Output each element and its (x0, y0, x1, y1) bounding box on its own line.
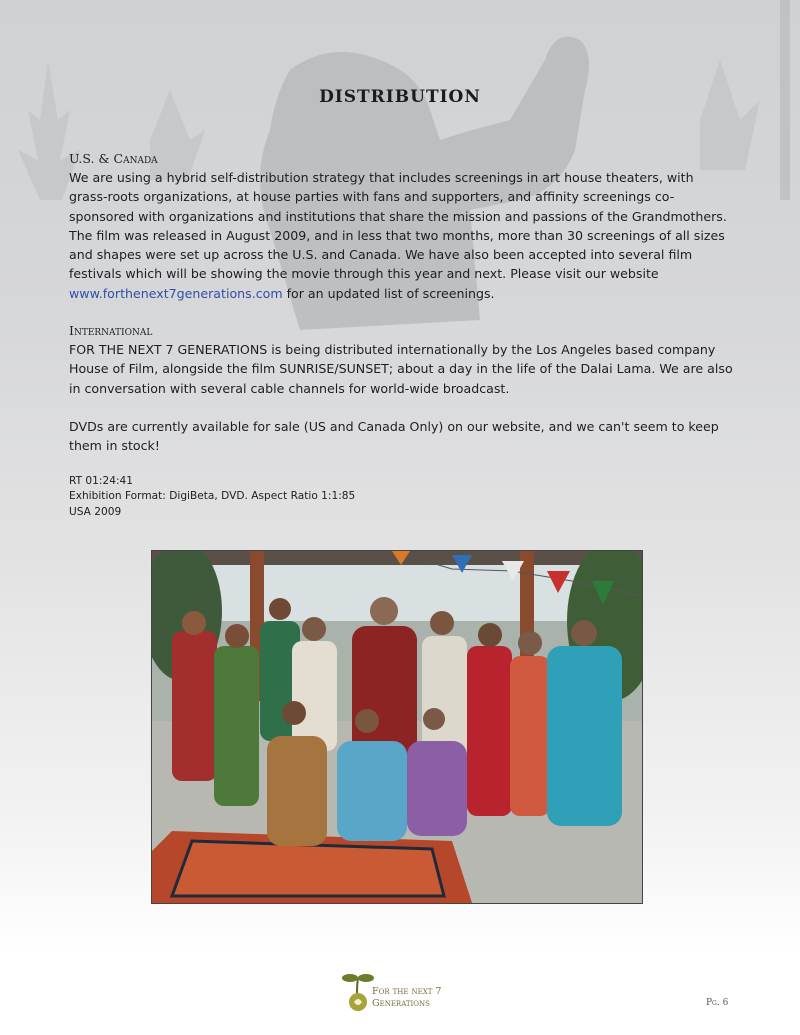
us-canada-text-end: for an updated list of screenings. (282, 285, 495, 301)
section-heading-international: International (69, 323, 153, 339)
content-body (69, 150, 734, 520)
logo-wordmark (372, 986, 441, 1010)
international-paragraph: FOR THE NEXT 7 GENERATIONS is being distributed internationally by the Los Angeles based company House of Film, alongside the film SUNRISE/SUNSET; about a day in the life of the Dalai Lama. We are also in conversation with several cable channels for world-wide broadcast. (69, 342, 733, 396)
group-photo (151, 550, 643, 904)
us-canada-paragraph (69, 168, 734, 303)
logo-line-2: Generations (372, 998, 430, 1009)
dvd-paragraph: DVDs are currently available for sale (US and Canada Only) on our website, and we can't seem to keep them in stock! (69, 418, 719, 454)
exhibition-format: Exhibition Format: DigiBeta, DVD. Aspect Ratio 1:1:85 (69, 490, 356, 503)
page-number: Pg. 6 (706, 998, 729, 1008)
film-metadata (69, 474, 734, 521)
section-heading-us-canada: U.S. & Canada (69, 151, 158, 166)
origin: USA 2009 (69, 505, 122, 518)
logo-line-1: For the next 7 (372, 986, 442, 997)
runtime: RT 01:24:41 (69, 474, 134, 487)
us-canada-text: We are using a hybrid self-distribution strategy that includes screenings in art house theaters, with grass-roots organizations, at house parties with fans and supporters, and affinity screenings co-sponsored with organizations and institutions that share the mission and passions of the Grandmothers. The film was released in August 2009, and in less that two months, more than 30 screenings of all sizes and shapes were set up across the U.S. and Canada. We have also been accepted into several film festivals which will be showing the movie through this year and next. Please visit our website (69, 170, 727, 282)
page-title: DISTRIBUTION (319, 87, 481, 107)
website-link[interactable]: www.forthenext7generations.com (69, 285, 283, 301)
